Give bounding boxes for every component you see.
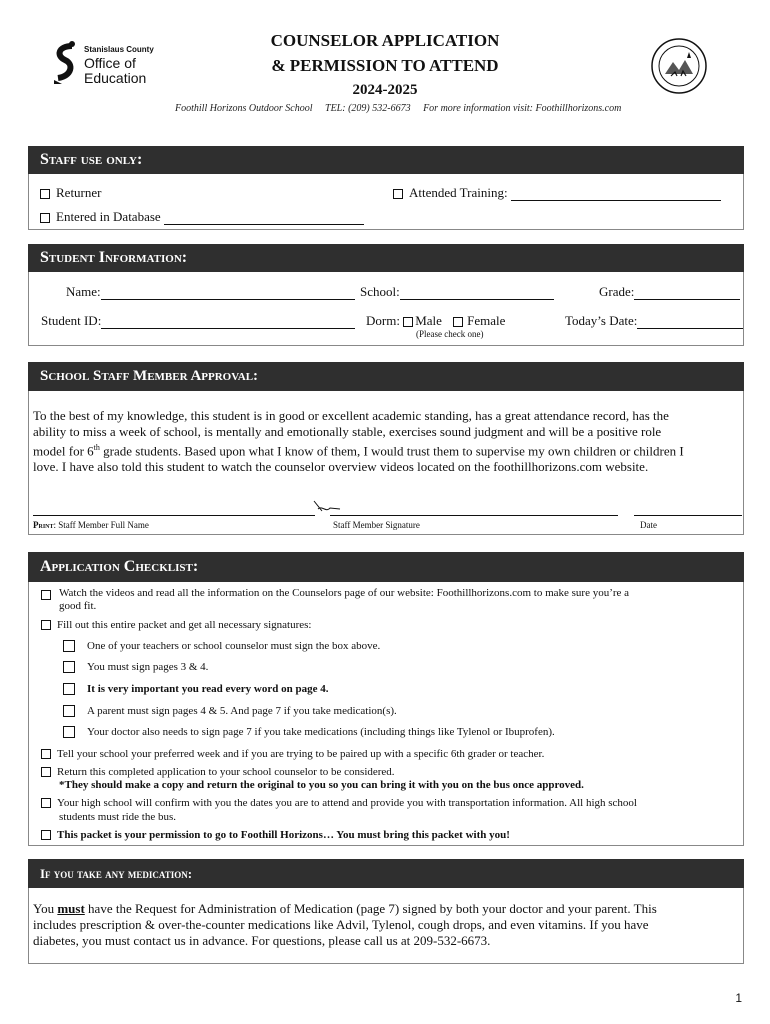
checklist-sub-sign34-checkbox[interactable]: [63, 661, 75, 673]
checklist-sub-doctor-text: Your doctor also needs to sign page 7 if you take medications (including things like Tylenol or Ibuprofen).: [87, 726, 555, 738]
school-label: School:: [360, 284, 400, 299]
checklist-highschool-checkbox[interactable]: [41, 798, 51, 808]
checklist-sub-read4: [63, 683, 328, 696]
entered-database-label: Entered in Database: [56, 209, 161, 224]
logo-county-text: Stanislaus County: [84, 45, 154, 54]
title-line-2: & PERMISSION TO ATTEND: [271, 56, 499, 75]
checklist-sub-sign34: [63, 661, 208, 674]
returner-option[interactable]: [40, 185, 101, 201]
checklist-sub-read4-checkbox[interactable]: [63, 683, 75, 695]
checklist-heading-text: Application Checklist:: [40, 558, 199, 575]
checklist-return-text: Return this completed application to your school counselor to be considered.: [57, 766, 395, 778]
approval-line-3b: grade students. Based upon what I know of them, I would trust them to supervise my own children or children I: [99, 443, 684, 459]
name-label: Name:: [66, 284, 101, 299]
entered-database-field[interactable]: [40, 209, 364, 225]
medication-text: [33, 901, 739, 949]
approval-statement: [33, 408, 739, 475]
foothill-horizons-seal-icon: [651, 38, 707, 94]
todays-date-input-line[interactable]: [637, 316, 743, 329]
checklist-week-checkbox[interactable]: [41, 749, 51, 759]
medication-heading: [28, 859, 744, 888]
medication-line-1c: have the Request for Administration of Medication (page 7) signed by both your doctor and your parent. This: [84, 901, 657, 916]
website-info: For more information visit: Foothillhorizons.com: [423, 103, 622, 114]
signature-caption: Staff Member Signature: [333, 520, 420, 530]
returner-label: Returner: [56, 185, 102, 200]
approval-heading: [28, 362, 744, 391]
school-input-line[interactable]: [400, 287, 554, 300]
grade-input-line[interactable]: [634, 287, 740, 300]
medication-line-3: diabetes, you must contact us in advance. For questions, please call us at 209-532-6673.: [33, 933, 491, 948]
date-line[interactable]: [634, 515, 742, 516]
school-field[interactable]: [360, 284, 554, 300]
medication-line-1a: You: [33, 901, 58, 916]
telephone: TEL: (209) 532-6673: [325, 103, 411, 114]
checklist-highschool-text-2: students must ride the bus.: [59, 811, 177, 823]
approval-heading-text: School Staff Member Approval:: [40, 368, 259, 384]
checklist-videos-checkbox[interactable]: [41, 590, 51, 600]
checklist-highschool-text: Your high school will confirm with you the dates you are to attend and provide you with transportation information. All high school: [57, 797, 637, 809]
approval-line-3: [33, 440, 739, 459]
dorm-female-label: Female: [467, 313, 506, 328]
checklist-sub-teacher-checkbox[interactable]: [63, 640, 75, 652]
checklist-sub-teacher: [63, 640, 380, 653]
attended-training-field[interactable]: [393, 185, 721, 201]
signature-line[interactable]: [330, 515, 618, 516]
entered-database-line[interactable]: [164, 212, 364, 225]
checklist-item-packet: [41, 619, 311, 632]
checklist-item-week: [41, 748, 544, 761]
student-id-input-line[interactable]: [101, 316, 355, 329]
checklist-sub-read4-text: It is very important you read every word on page 4.: [87, 683, 329, 695]
student-id-field[interactable]: [41, 313, 355, 329]
checklist-videos-line-1: Watch the videos and read all the information on the Counselors page of our website: Foothillhorizons.com to make sure you’re a: [59, 587, 630, 599]
dorm-female-checkbox[interactable]: [453, 317, 463, 327]
title-line-1: COUNSELOR APPLICATION: [270, 31, 500, 50]
dorm-male-label: Male: [415, 313, 442, 328]
print-label: Print: [33, 520, 54, 530]
todays-date-label: Today’s Date:: [565, 313, 638, 328]
checklist-return-note: *They should make a copy and return the original to you so you can bring it with you on the bus once approved.: [59, 779, 584, 791]
checklist-sub-teacher-text: One of your teachers or school counselor must sign the box above.: [87, 640, 381, 652]
dorm-male-checkbox[interactable]: [403, 317, 413, 327]
checklist-permission-text: This packet is your permission to go to Foothill Horizons… You must bring this packet with you!: [57, 829, 510, 841]
checklist-permission-checkbox[interactable]: [41, 830, 51, 840]
student-id-label: Student ID:: [41, 313, 102, 328]
grade-label: Grade:: [599, 284, 635, 299]
name-input-line[interactable]: [101, 287, 355, 300]
student-info-heading: [28, 244, 744, 272]
checklist-item-permission: [41, 829, 510, 842]
attended-training-label: Attended Training:: [409, 185, 508, 200]
page-number: 1: [735, 991, 742, 1005]
logo-office-line1: Office of: [84, 55, 136, 71]
attended-training-line[interactable]: [511, 188, 721, 201]
checklist-packet-checkbox[interactable]: [41, 620, 51, 630]
approval-line-2: ability to miss a week of school, is mentally and emotionally stable, exercises sound judgment and will be a positive role: [33, 424, 662, 439]
checklist-sub-doctor-checkbox[interactable]: [63, 726, 75, 738]
checklist-sub-parent-text: A parent must sign pages 4 & 5. And page 7 if you take medication(s).: [87, 705, 397, 717]
returner-checkbox[interactable]: [40, 189, 50, 199]
print-name-line[interactable]: [33, 515, 315, 516]
school-year: 2024-2025: [352, 82, 418, 98]
checklist-return-checkbox[interactable]: [41, 767, 51, 777]
grade-field[interactable]: [599, 284, 740, 300]
approval-line-3a: model for 6: [33, 443, 94, 459]
checklist-week-text: Tell your school your preferred week and if you are trying to be paired up with a specific 6th grader or teacher.: [57, 748, 545, 760]
checklist-videos-text: [59, 587, 739, 613]
student-info-heading-text: Student Information:: [40, 249, 188, 266]
header-contact-line: [175, 103, 621, 114]
name-field[interactable]: [66, 284, 355, 300]
medication-line-1: [33, 901, 739, 917]
check-one-note: (Please check one): [416, 329, 484, 339]
approval-line-3-sup: th: [93, 443, 100, 452]
checklist-item-return: [41, 766, 395, 779]
checklist-videos-line-2: good fit.: [59, 600, 97, 612]
checklist-sub-doctor: [63, 726, 555, 739]
medication-line-2: includes prescription & over-the-counter medications like Advil, Tylenol, cough drops, and even vitamins. If you have: [33, 917, 649, 932]
entered-database-checkbox[interactable]: [40, 213, 50, 223]
staff-use-heading: [28, 146, 744, 174]
checklist-heading: [28, 552, 744, 582]
approval-line-1: To the best of my knowledge, this student is in good or excellent academic standing, has a great attendance record, has the: [33, 408, 669, 423]
approval-line-4: love. I have also told this student to watch the counselor overview videos located on the foothillhorizons.com website.: [33, 459, 649, 475]
medication-must: must: [57, 901, 85, 916]
checklist-item-videos: [41, 587, 57, 600]
checklist-sub-parent-checkbox[interactable]: [63, 705, 75, 717]
checklist-sub-parent: [63, 705, 397, 718]
todays-date-field[interactable]: [565, 313, 743, 329]
dorm-field: [366, 313, 505, 329]
signature-pen-icon: [312, 499, 342, 515]
checklist-item-highschool: [41, 797, 637, 810]
medication-heading-text: If you take any medication:: [40, 865, 193, 881]
school-name: Foothill Horizons Outdoor School: [175, 103, 313, 114]
print-caption-rest: : Staff Member Full Name: [53, 520, 149, 530]
logo-office-line2: Education: [84, 70, 147, 86]
date-caption: Date: [640, 520, 657, 530]
print-name-caption: [33, 520, 149, 530]
staff-use-heading-text: Staff use only:: [40, 151, 143, 168]
dorm-label: Dorm:: [366, 313, 400, 328]
checklist-sub-sign34-text: You must sign pages 3 & 4.: [87, 661, 209, 673]
checklist-packet-text: Fill out this entire packet and get all necessary signatures:: [57, 619, 312, 631]
attended-training-checkbox[interactable]: [393, 189, 403, 199]
